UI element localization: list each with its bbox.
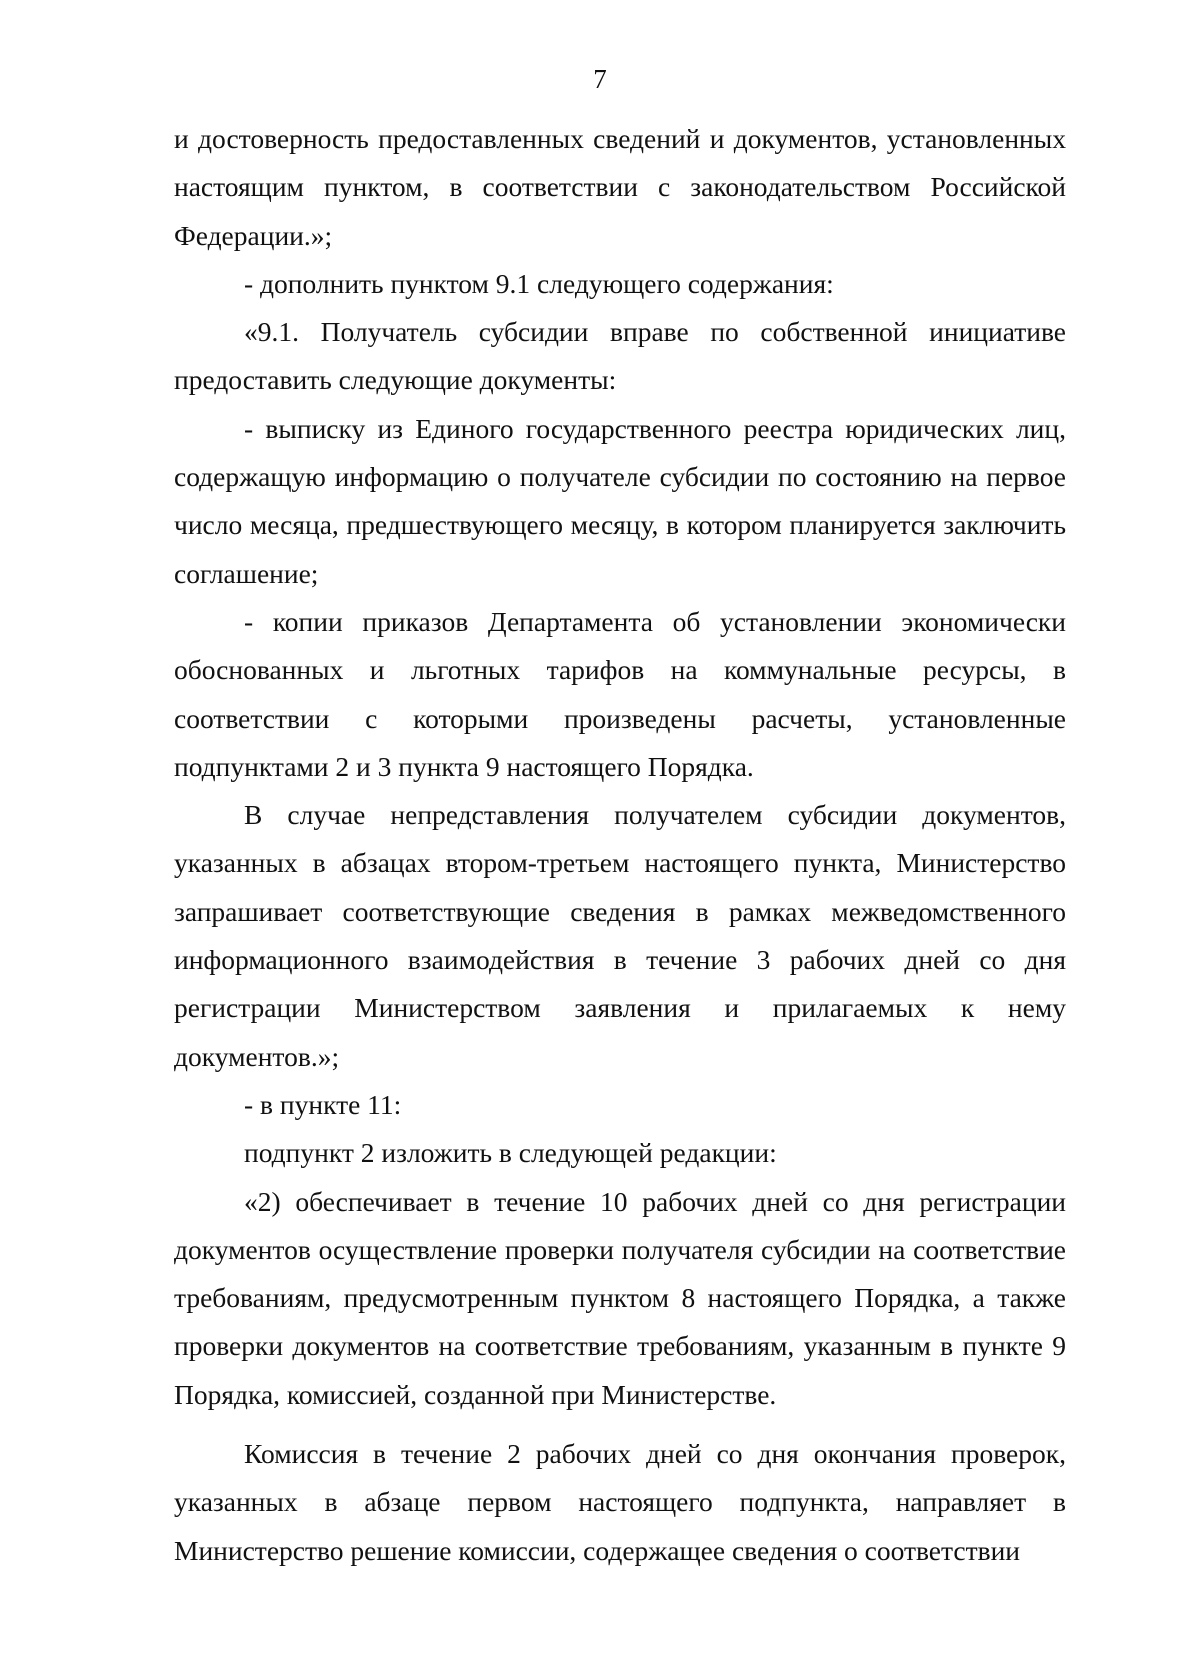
paragraph-item-9-1: «9.1. Получатель субсидии вправе по собственной инициативе предоставить следующие документы: (174, 316, 1066, 396)
paragraph-registry-extract: - выписку из Единого государственного реестра юридических лиц, содержащую информацию о получателе субсидии по состоянию на первое число месяца, предшествующего месяцу, в котором планируется заключить соглашение; (174, 412, 1066, 589)
paragraph-non-submission: В случае непредставления получателем субсидии документов, указанных в абзацах втором-третьем настоящего пункта, Министерство запрашивает соответствующие сведения в рамках межведомственного информационного взаимодействия в течение 3 рабочих дней со дня регистрации Министерством заявления и прилагаемых к нему документов.»; (174, 799, 1066, 1072)
paragraph-commission: Комиссия в течение 2 рабочих дней со дня окончания проверок, указанных в абзаце первом настоящего подпункта, направляет в Министерство решение комиссии, содержащее сведения о соответствии (174, 1438, 1066, 1566)
page-number: 7 (593, 64, 607, 94)
paragraph-order-copies: - копии приказов Департамента об установлении экономически обоснованных и льготных тарифов на коммунальные ресурсы, в соответствии с которыми произведены расчеты, установленные подпунктами 2 и 3 пункта 9 настоящего Порядка. (174, 605, 1066, 782)
paragraph-item-11: - в пункте 11: (244, 1088, 402, 1120)
paragraph-subitem-2: «2) обеспечивает в течение 10 рабочих дней со дня регистрации документов осуществление проверки получателя субсидии на соответствие требованиям, предусмотренным пунктом 8 настоящего Порядка, а также проверки документов на соответствие требованиям, указанным в пункте 9 Порядка, комиссией, созданной при Министерстве. (174, 1185, 1066, 1410)
paragraph-continuation: и достоверность предоставленных сведений и документов, установленных настоящим пунктом, в соответствии с законодательством Российской Федерации.»; (174, 123, 1066, 251)
paragraph-subitem-2-intro: подпункт 2 изложить в следующей редакции: (244, 1137, 777, 1169)
document-body (174, 115, 1066, 1575)
paragraph-add-item-9-1: - дополнить пунктом 9.1 следующего содержания: (244, 267, 834, 299)
